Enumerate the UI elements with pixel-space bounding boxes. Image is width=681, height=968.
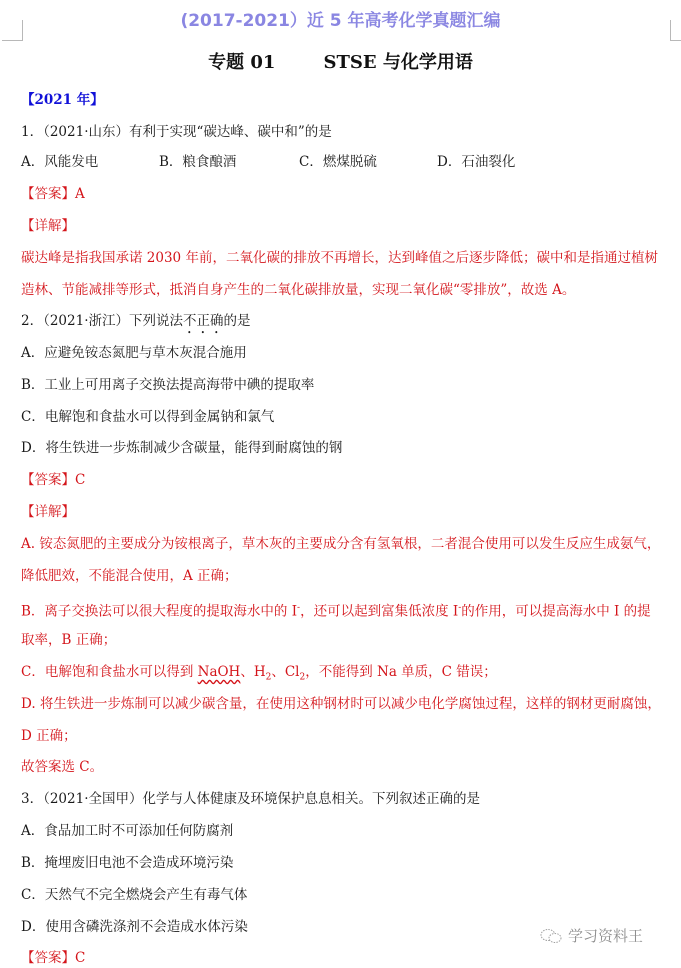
question-2-stem: 2．（2021·浙江）下列说法不正确的是 — [21, 313, 251, 329]
option-a: A．风能发电 — [21, 154, 99, 170]
series-title: (2017-2021）近 5 年高考化学真题汇编 — [180, 11, 501, 31]
explanation-b-line-2: 取率，B 正确； — [21, 632, 117, 648]
question-3-option-d: D．使用含磷洗涤剂不会造成水体污染 — [21, 919, 248, 935]
explanation-a-line-1: A. 铵态氮肥的主要成分为铵根离子，草木灰的主要成分含有氢氧根，二者混合使用可以发生反应生成氨气， — [21, 536, 661, 552]
question-1-explanation-line-1: 碳达峰是指我国承诺 2030 年前，二氧化碳的排放不再增长，达到峰值之后逐步降低；碳中和是指通过植树 — [21, 250, 658, 266]
question-2-option-a: A．应避免铵态氮肥与草木灰混合施用 — [21, 345, 247, 361]
option-d: D．石油裂化 — [437, 154, 516, 170]
answer-label: 【答案】 — [21, 186, 75, 202]
question-2-answer — [21, 470, 85, 490]
year-heading: 【2021 年】 — [21, 92, 104, 108]
question-1-answer — [21, 184, 85, 204]
question-2-explain-label: 【详解】 — [21, 504, 75, 520]
watermark-text: 学习资料王 — [568, 927, 644, 945]
question-3-option-c: C．天然气不完全燃烧会产生有毒气体 — [21, 887, 248, 903]
spellcheck-underlined-text: NaOH — [197, 664, 241, 680]
wechat-icon — [540, 928, 562, 944]
emphasis-text: 不正确 — [183, 313, 224, 329]
question-3-option-b: B．掩埋废旧电池不会造成环境污染 — [21, 855, 234, 871]
topic-label: 专题 01 — [208, 52, 276, 73]
question-3-option-a: A．食品加工时不可添加任何防腐剂 — [21, 823, 234, 839]
topic-name: STSE 与化学用语 — [323, 52, 473, 73]
question-1-stem: 1．（2021·山东）有利于实现“碳达峰、碳中和”的是 — [21, 124, 332, 140]
answer-value: A — [75, 186, 85, 202]
explanation-a-line-2: 降低肥效，不能混合使用，A 正确； — [21, 568, 238, 584]
option-c: C．燃煤脱硫 — [299, 154, 377, 170]
topic-title — [0, 48, 681, 74]
question-2-option-b: B．工业上可用离子交换法提高海带中碘的提取率 — [21, 377, 315, 393]
question-2-option-d: D．将生铁进一步炼制减少含碳量，能得到耐腐蚀的钢 — [21, 440, 343, 456]
answer-label: 【答案】 — [21, 950, 75, 966]
question-1-options — [21, 152, 515, 172]
question-1-explain-label: 【详解】 — [21, 218, 75, 234]
question-3-stem: 3．（2021·全国甲）化学与人体健康及环境保护息息相关。下列叙述正确的是 — [21, 791, 480, 807]
explanation-conclusion: 故答案选 C。 — [21, 759, 104, 775]
question-1-explanation-line-2: 造林、节能减排等形式，抵消自身产生的二氧化碳排放量，实现二氧化碳“零排放”，故选 A。 — [21, 282, 576, 298]
answer-value: C — [75, 950, 86, 966]
question-2-option-c: C．电解饱和食盐水可以得到金属钠和氯气 — [21, 409, 275, 425]
explanation-b-line-1: B．离子交换法可以很大程度的提取海水中的 I-，还可以起到富集低浓度 I-的作用，可以提高海水中 I 的提 — [21, 603, 651, 620]
option-b: B．粮食酿酒 — [159, 154, 237, 170]
explanation-d-line-2: D 正确； — [21, 728, 77, 744]
question-3-answer — [21, 948, 85, 968]
explanation-c: C．电解饱和食盐水可以得到 NaOH、$H_2$、$Cl_2$，不能得到 Na 单质，C 错误； — [21, 664, 497, 683]
answer-label: 【答案】 — [21, 472, 75, 488]
explanation-d-line-1: D. 将生铁进一步炼制可以减少碳含量，在使用这种钢材时可以减少电化学腐蚀过程，这样的钢材更耐腐蚀， — [21, 696, 661, 712]
watermark — [540, 925, 643, 946]
answer-value: C — [75, 472, 86, 488]
